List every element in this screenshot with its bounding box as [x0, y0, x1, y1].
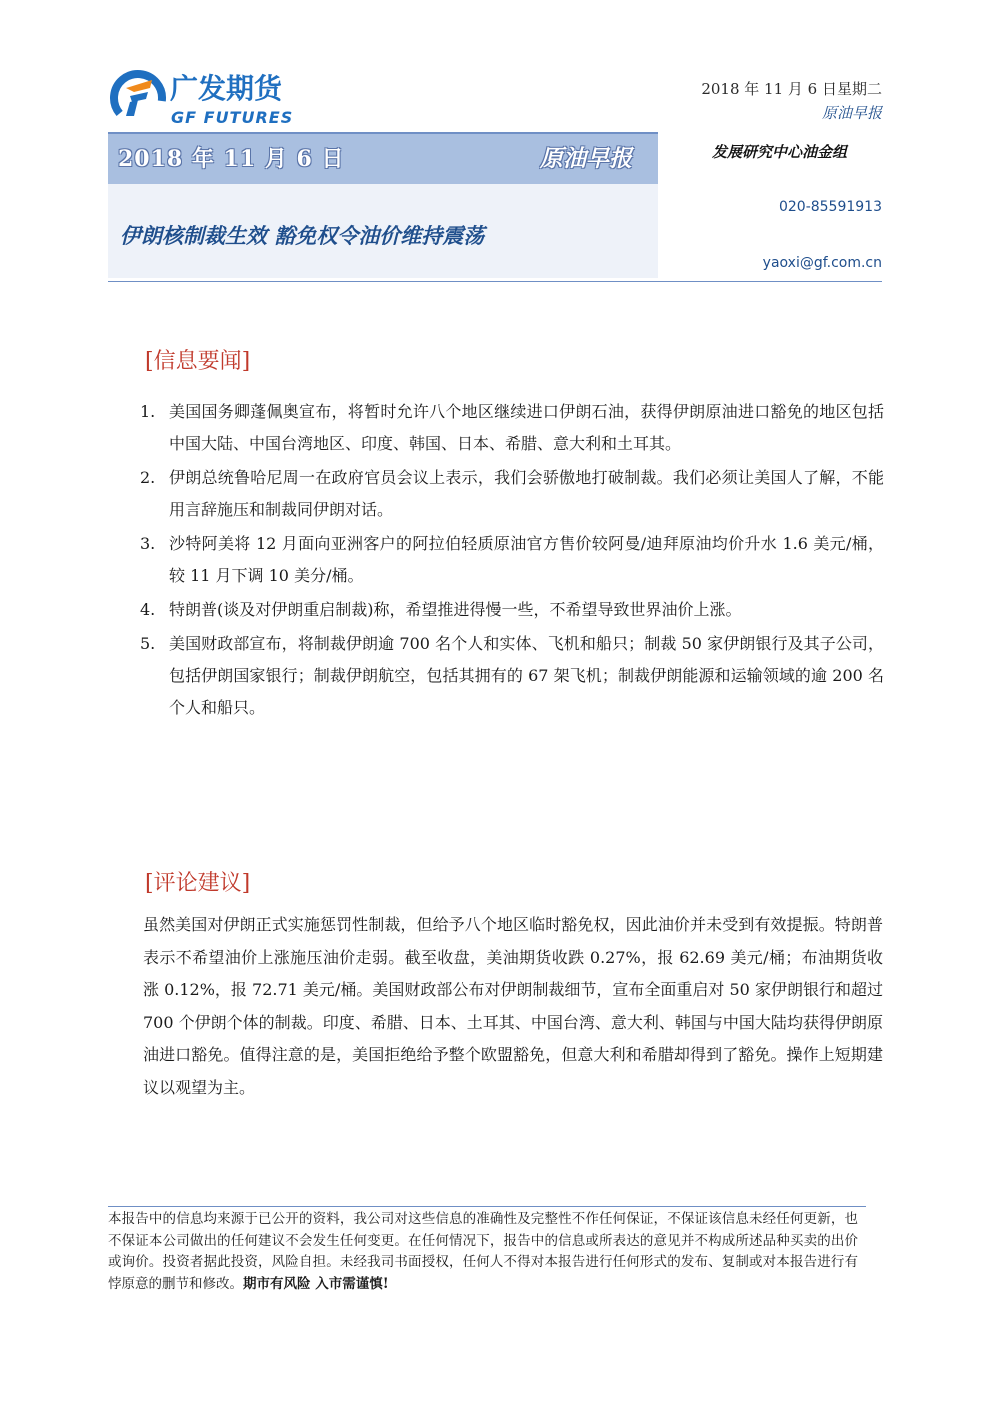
- comment-paragraph: 虽然美国对伊朗正式实施惩罚性制裁，但给予八个地区临时豁免权，因此油价并未受到有效提振。特朗普表示不希望油价上涨施压油价走弱。截至收盘，美油期货收跌 0.27%，报 62.69 美元/桶；布油期货收涨 0.12%，报 72.71 美元/桶。美国财政部公布对伊朗制裁细节，宣布全面重启对 50 家伊朗银行和超过 700 个伊朗个体的制裁。印度、希腊、日本、土耳其、中国台湾、意大利、韩国与中国大陆均获得伊朗原油进口豁免。值得注意的是，美国拒绝给予整个欧盟豁免，但意大利和希腊却得到了豁免。操作上短期建议以观望为主。: [143, 915, 883, 1097]
- item-text: 特朗普(谈及对伊朗重启制裁)称，希望推进得慢一些，不希望导致世界油价上涨。: [169, 600, 742, 619]
- footer-divider: [108, 1206, 866, 1207]
- list-item: [140, 462, 884, 526]
- item-text: 美国财政部宣布，将制裁伊朗逾 700 名个人和实体、飞机和船只；制裁 50 家伊朗银行及其子公司，包括伊朗国家银行；制裁伊朗航空，包括其拥有的 67 架飞机；制裁伊朗能源和运输领域的逾 200 名个人和船只。: [169, 634, 884, 717]
- header-divider: [108, 281, 882, 282]
- disclaimer-text: 本报告中的信息均来源于已公开的资料，我公司对这些信息的准确性及完整性不作任何保证，不保证该信息未经任何更新，也不保证本公司做出的任何建议不会发生任何变更。在任何情况下，报告中的信息或所表达的意见并不构成所述品种买卖的出价或询价。投资者据此投资，风险自担。未经我司书面授权，任何人不得对本报告进行任何形式的发布、复制或对本报告进行有悖原意的删节和修改。: [108, 1211, 858, 1292]
- risk-warning: 期市有风险 入市需谨慎!: [243, 1275, 389, 1292]
- report-headline: 伊朗核制裁生效 豁免权令油价维持震荡: [120, 223, 485, 248]
- item-text: 美国国务卿蓬佩奥宣布，将暂时允许八个地区继续进口伊朗石油，获得伊朗原油进口豁免的地区包括中国大陆、中国台湾地区、印度、韩国、日本、希腊、意大利和土耳其。: [169, 402, 884, 453]
- list-item: [140, 628, 884, 724]
- item-text: 沙特阿美将 12 月面向亚洲客户的阿拉伯轻质原油官方售价较阿曼/迪拜原油均价升水 1.6 美元/桶，较 11 月下调 10 美分/桶。: [169, 534, 884, 585]
- item-number: 5.: [140, 634, 156, 653]
- banner-report-type: 原油早报: [540, 145, 632, 172]
- header-date: 2018 年 11 月 6 日星期二: [701, 80, 882, 98]
- list-item: [140, 396, 884, 460]
- list-item: [140, 594, 884, 626]
- research-team: 发展研究中心油金组: [712, 143, 848, 161]
- item-number: 1.: [140, 402, 156, 421]
- header-report-type: 原油早报: [821, 104, 882, 122]
- disclaimer: [108, 1209, 858, 1295]
- list-item: [140, 528, 884, 592]
- news-section-title: [信息要闻]: [145, 349, 251, 374]
- contact-email[interactable]: yaoxi@gf.com.cn: [762, 255, 882, 271]
- item-text: 伊朗总统鲁哈尼周一在政府官员会议上表示，我们会骄傲地打破制裁。我们必须让美国人了解，不能用言辞施压和制裁同伊朗对话。: [169, 468, 884, 519]
- contact-phone: 020-85591913: [778, 199, 882, 215]
- item-number: 3.: [140, 534, 156, 553]
- item-number: 4.: [140, 600, 156, 619]
- news-list: [140, 396, 884, 726]
- banner-date: 2018 年 11 月 6 日: [118, 146, 345, 172]
- logo-cn-text: 广发期货: [170, 72, 283, 105]
- comment-section-title: [评论建议]: [145, 871, 251, 896]
- company-logo: [108, 66, 368, 130]
- logo-en-text: GF FUTURES: [171, 108, 294, 127]
- item-number: 2.: [140, 468, 156, 487]
